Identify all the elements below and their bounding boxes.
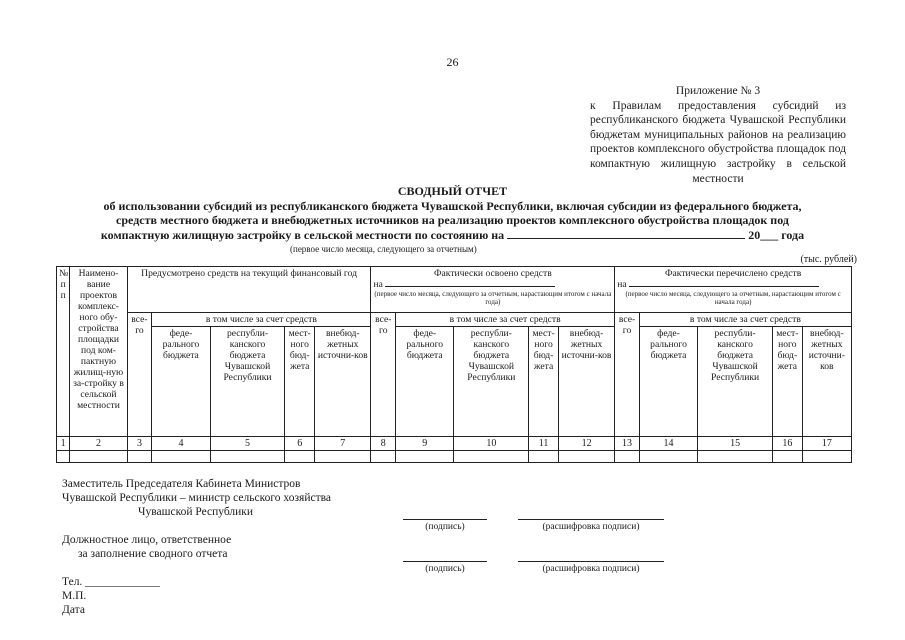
col-number: 15 (698, 437, 773, 451)
col-number: 4 (152, 437, 210, 451)
empty-cell (285, 451, 315, 463)
header-incl: в том числе за счет средств (639, 313, 851, 327)
header-local: мест-ного бюд-жета (285, 327, 315, 437)
appendix-block (590, 84, 846, 186)
appendix-text: к Правилам предоставления субсидий из республиканского бюджета Чувашской Республики бюджетам муниципальных районов на реализацию проектов комплексного обустройства площадок под компактную жилищную застройку в сельской местности (590, 99, 846, 185)
empty-cell (152, 451, 210, 463)
deputy-line-2: Чувашской Республики – министр сельского хозяйства (62, 492, 331, 504)
header-used-hint: (первое число месяца, следующего за отчетным, нарастающим итогом с начала года) (374, 290, 612, 306)
col-number: 10 (454, 437, 529, 451)
appendix-title: Приложение № 3 (675, 85, 761, 97)
empty-cell (454, 451, 529, 463)
col-number: 17 (802, 437, 851, 451)
empty-cell (529, 451, 559, 463)
empty-cell (57, 451, 70, 463)
decode-caption: (расшифровка подписи) (542, 522, 640, 532)
units-label: (тыс. рублей) (800, 254, 857, 265)
empty-cell (802, 451, 851, 463)
header-transferred-title: Фактически перечислено средств (664, 268, 802, 279)
stamp-label: М.П. (62, 590, 87, 602)
header-local: мест-ного бюд-жета (529, 327, 559, 437)
col-number: 2 (70, 437, 127, 451)
sign-caption: (подпись) (425, 522, 465, 532)
empty-cell (639, 451, 697, 463)
header-used-blank (385, 286, 555, 287)
col-number: 16 (772, 437, 802, 451)
report-table (56, 266, 852, 463)
header-col-no: № п п (57, 267, 70, 437)
col-number: 12 (558, 437, 614, 451)
header-used-on: на (373, 279, 383, 290)
header-local: мест-ного бюд-жета (772, 327, 802, 437)
header-total: все-го (615, 313, 640, 437)
responsible-line-1: Должностное лицо, ответственное (62, 534, 232, 546)
header-republic: республи-канского бюджета Чувашской Республики (210, 327, 285, 437)
header-republic: республи-канского бюджета Чувашской Республики (698, 327, 773, 437)
empty-cell (127, 451, 152, 463)
report-subtitle-2: средств местного бюджета и внебюджетных источников на реализацию проектов комплексного обустройства площадок под (116, 213, 789, 227)
sign-line (403, 561, 487, 562)
date-label: Дата (62, 604, 85, 616)
header-col-name: Наимено-вание проектов комплекс-ного обу-стройства площадки под ком-пактную жилищ-ную за-стройку в сельской местности (70, 267, 127, 437)
empty-cell (558, 451, 614, 463)
page-number: 26 (446, 55, 459, 69)
header-incl: в том числе за счет средств (396, 313, 615, 327)
empty-cell (371, 451, 396, 463)
header-transferred (615, 267, 852, 313)
header-transferred-hint: (первое число месяца, следующего за отчетным, нарастающим итогом с начала года) (625, 290, 841, 306)
header-federal: феде-рального бюджета (639, 327, 697, 437)
footer-block (62, 575, 160, 617)
phone-label: Тел. _____________ (62, 576, 160, 588)
responsible-line-2: за заполнение сводного отчета (78, 548, 228, 560)
header-transferred-blank (629, 286, 819, 287)
col-number: 8 (371, 437, 396, 451)
header-offbudget: внебюд-жетных источни-ков (558, 327, 614, 437)
report-title-block (0, 184, 905, 257)
sign-caption: (подпись) (425, 564, 465, 574)
header-republic: республи-канского бюджета Чувашской Республики (454, 327, 529, 437)
empty-cell (396, 451, 454, 463)
empty-cell (70, 451, 127, 463)
header-used-title: Фактически освоено средств (433, 268, 552, 279)
col-number: 6 (285, 437, 315, 451)
header-total: все-го (371, 313, 396, 437)
report-title: СВОДНЫЙ ОТЧЕТ (397, 184, 508, 198)
col-number: 7 (315, 437, 371, 451)
decode-caption: (расшифровка подписи) (542, 564, 640, 574)
header-transferred-on: на (617, 279, 627, 290)
report-subtitle-1: об использовании субсидий из республиканского бюджета Чувашской Республики, включая субсидии из федерального бюджета, (103, 198, 802, 213)
empty-cell (698, 451, 773, 463)
report-date-hint: (первое число месяца, следующего за отчетным) (290, 244, 477, 254)
responsible-signature-block (62, 533, 231, 561)
deputy-line-1: Заместитель Председателя Кабинета Министров (62, 478, 301, 490)
decode-line (518, 519, 664, 520)
header-federal: феде-рального бюджета (152, 327, 210, 437)
empty-cell (210, 451, 285, 463)
report-subtitle-3: компактную жилищную застройку в сельской местности по состоянию на (100, 227, 505, 242)
deputy-line-3: Чувашской Республики (138, 506, 254, 518)
decode-line (518, 561, 664, 562)
header-incl: в том числе за счет средств (152, 313, 371, 327)
report-year: 20___ года (748, 227, 805, 242)
empty-cell (315, 451, 371, 463)
col-number: 11 (529, 437, 559, 451)
header-total: все-го (127, 313, 152, 437)
empty-cell (772, 451, 802, 463)
empty-cell (615, 451, 640, 463)
col-number: 14 (639, 437, 697, 451)
col-number: 5 (210, 437, 285, 451)
col-number: 13 (615, 437, 640, 451)
header-offbudget: внебюд-жетных источни-ков (315, 327, 371, 437)
header-planned: Предусмотрено средств на текущий финансовый год (127, 267, 371, 313)
col-number: 9 (396, 437, 454, 451)
col-number: 3 (127, 437, 152, 451)
col-number: 1 (57, 437, 70, 451)
deputy-signature-block (62, 477, 331, 519)
header-used (371, 267, 615, 313)
report-date-blank (507, 238, 745, 239)
header-federal: феде-рального бюджета (396, 327, 454, 437)
header-offbudget: внебюд-жетных источни-ков (802, 327, 851, 437)
sign-line (403, 519, 487, 520)
